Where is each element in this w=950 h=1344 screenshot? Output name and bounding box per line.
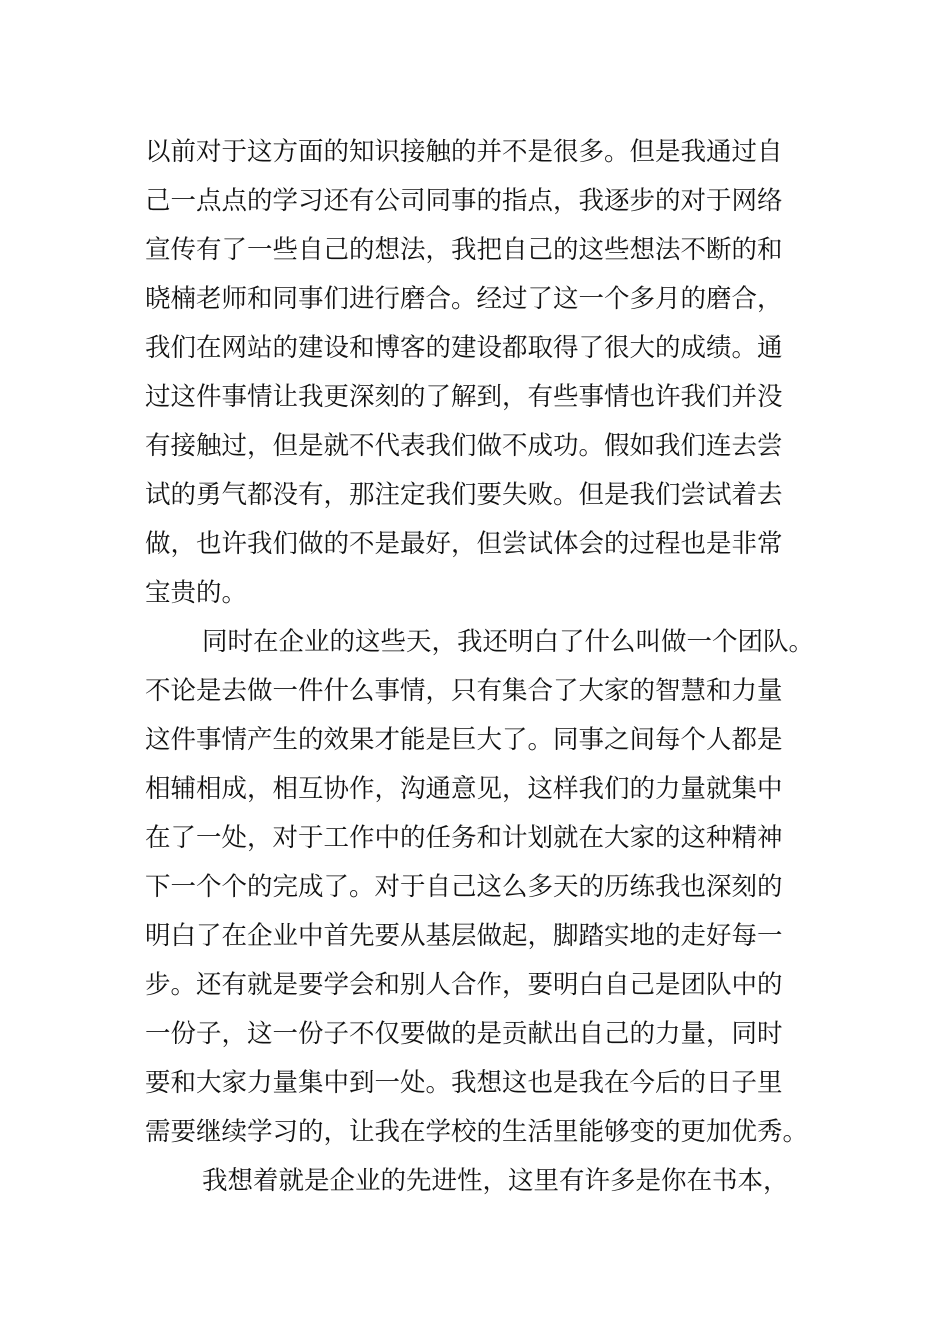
text-line: 宣传有了一些自己的想法，我把自己的这些想法不断的和 <box>145 235 783 265</box>
text-line: 要和大家力量集中到一处。我想这也是我在今后的日子里 <box>145 1068 783 1098</box>
text-line: 在了一处，对于工作中的任务和计划就在大家的这种精神 <box>145 823 783 853</box>
paragraph-first-line: 我想着就是企业的先进性，这里有许多是你在书本， <box>202 1166 789 1196</box>
text-line: 试的勇气都没有，那注定我们要失败。但是我们尝试着去 <box>145 480 783 510</box>
text-line: 己一点点的学习还有公司同事的指点，我逐步的对于网络 <box>145 186 783 216</box>
body-text <box>145 128 845 1206</box>
text-line: 一份子，这一份子不仅要做的是贡献出自己的力量，同时 <box>145 1019 783 1049</box>
text-line: 下一个个的完成了。对于自己这么多天的历练我也深刻的 <box>145 872 783 902</box>
text-line: 明白了在企业中首先要从基层做起，脚踏实地的走好每一 <box>145 921 783 951</box>
text-line: 需要继续学习的，让我在学校的生活里能够变的更加优秀。 <box>145 1117 809 1147</box>
text-line: 这件事情产生的效果才能是巨大了。同事之间每个人都是 <box>145 725 783 755</box>
text-line: 过这件事情让我更深刻的了解到，有些事情也许我们并没 <box>145 382 783 412</box>
text-line: 以前对于这方面的知识接触的并不是很多。但是我通过自 <box>145 137 783 167</box>
paragraph-first-line: 同时在企业的这些天，我还明白了什么叫做一个团队。 <box>202 627 815 657</box>
text-line: 有接触过，但是就不代表我们做不成功。假如我们连去尝 <box>145 431 783 461</box>
text-line: 做，也许我们做的不是最好，但尝试体会的过程也是非常 <box>145 529 783 559</box>
text-line: 不论是去做一件什么事情，只有集合了大家的智慧和力量 <box>145 676 783 706</box>
text-line: 我们在网站的建设和博客的建设都取得了很大的成绩。通 <box>145 333 783 363</box>
text-line: 步。还有就是要学会和别人合作，要明白自己是团队中的 <box>145 970 783 1000</box>
text-line: 晓楠老师和同事们进行磨合。经过了这一个多月的磨合， <box>145 284 783 314</box>
text-line: 相辅相成，相互协作，沟通意见，这样我们的力量就集中 <box>145 774 783 804</box>
text-line: 宝贵的。 <box>145 578 248 608</box>
